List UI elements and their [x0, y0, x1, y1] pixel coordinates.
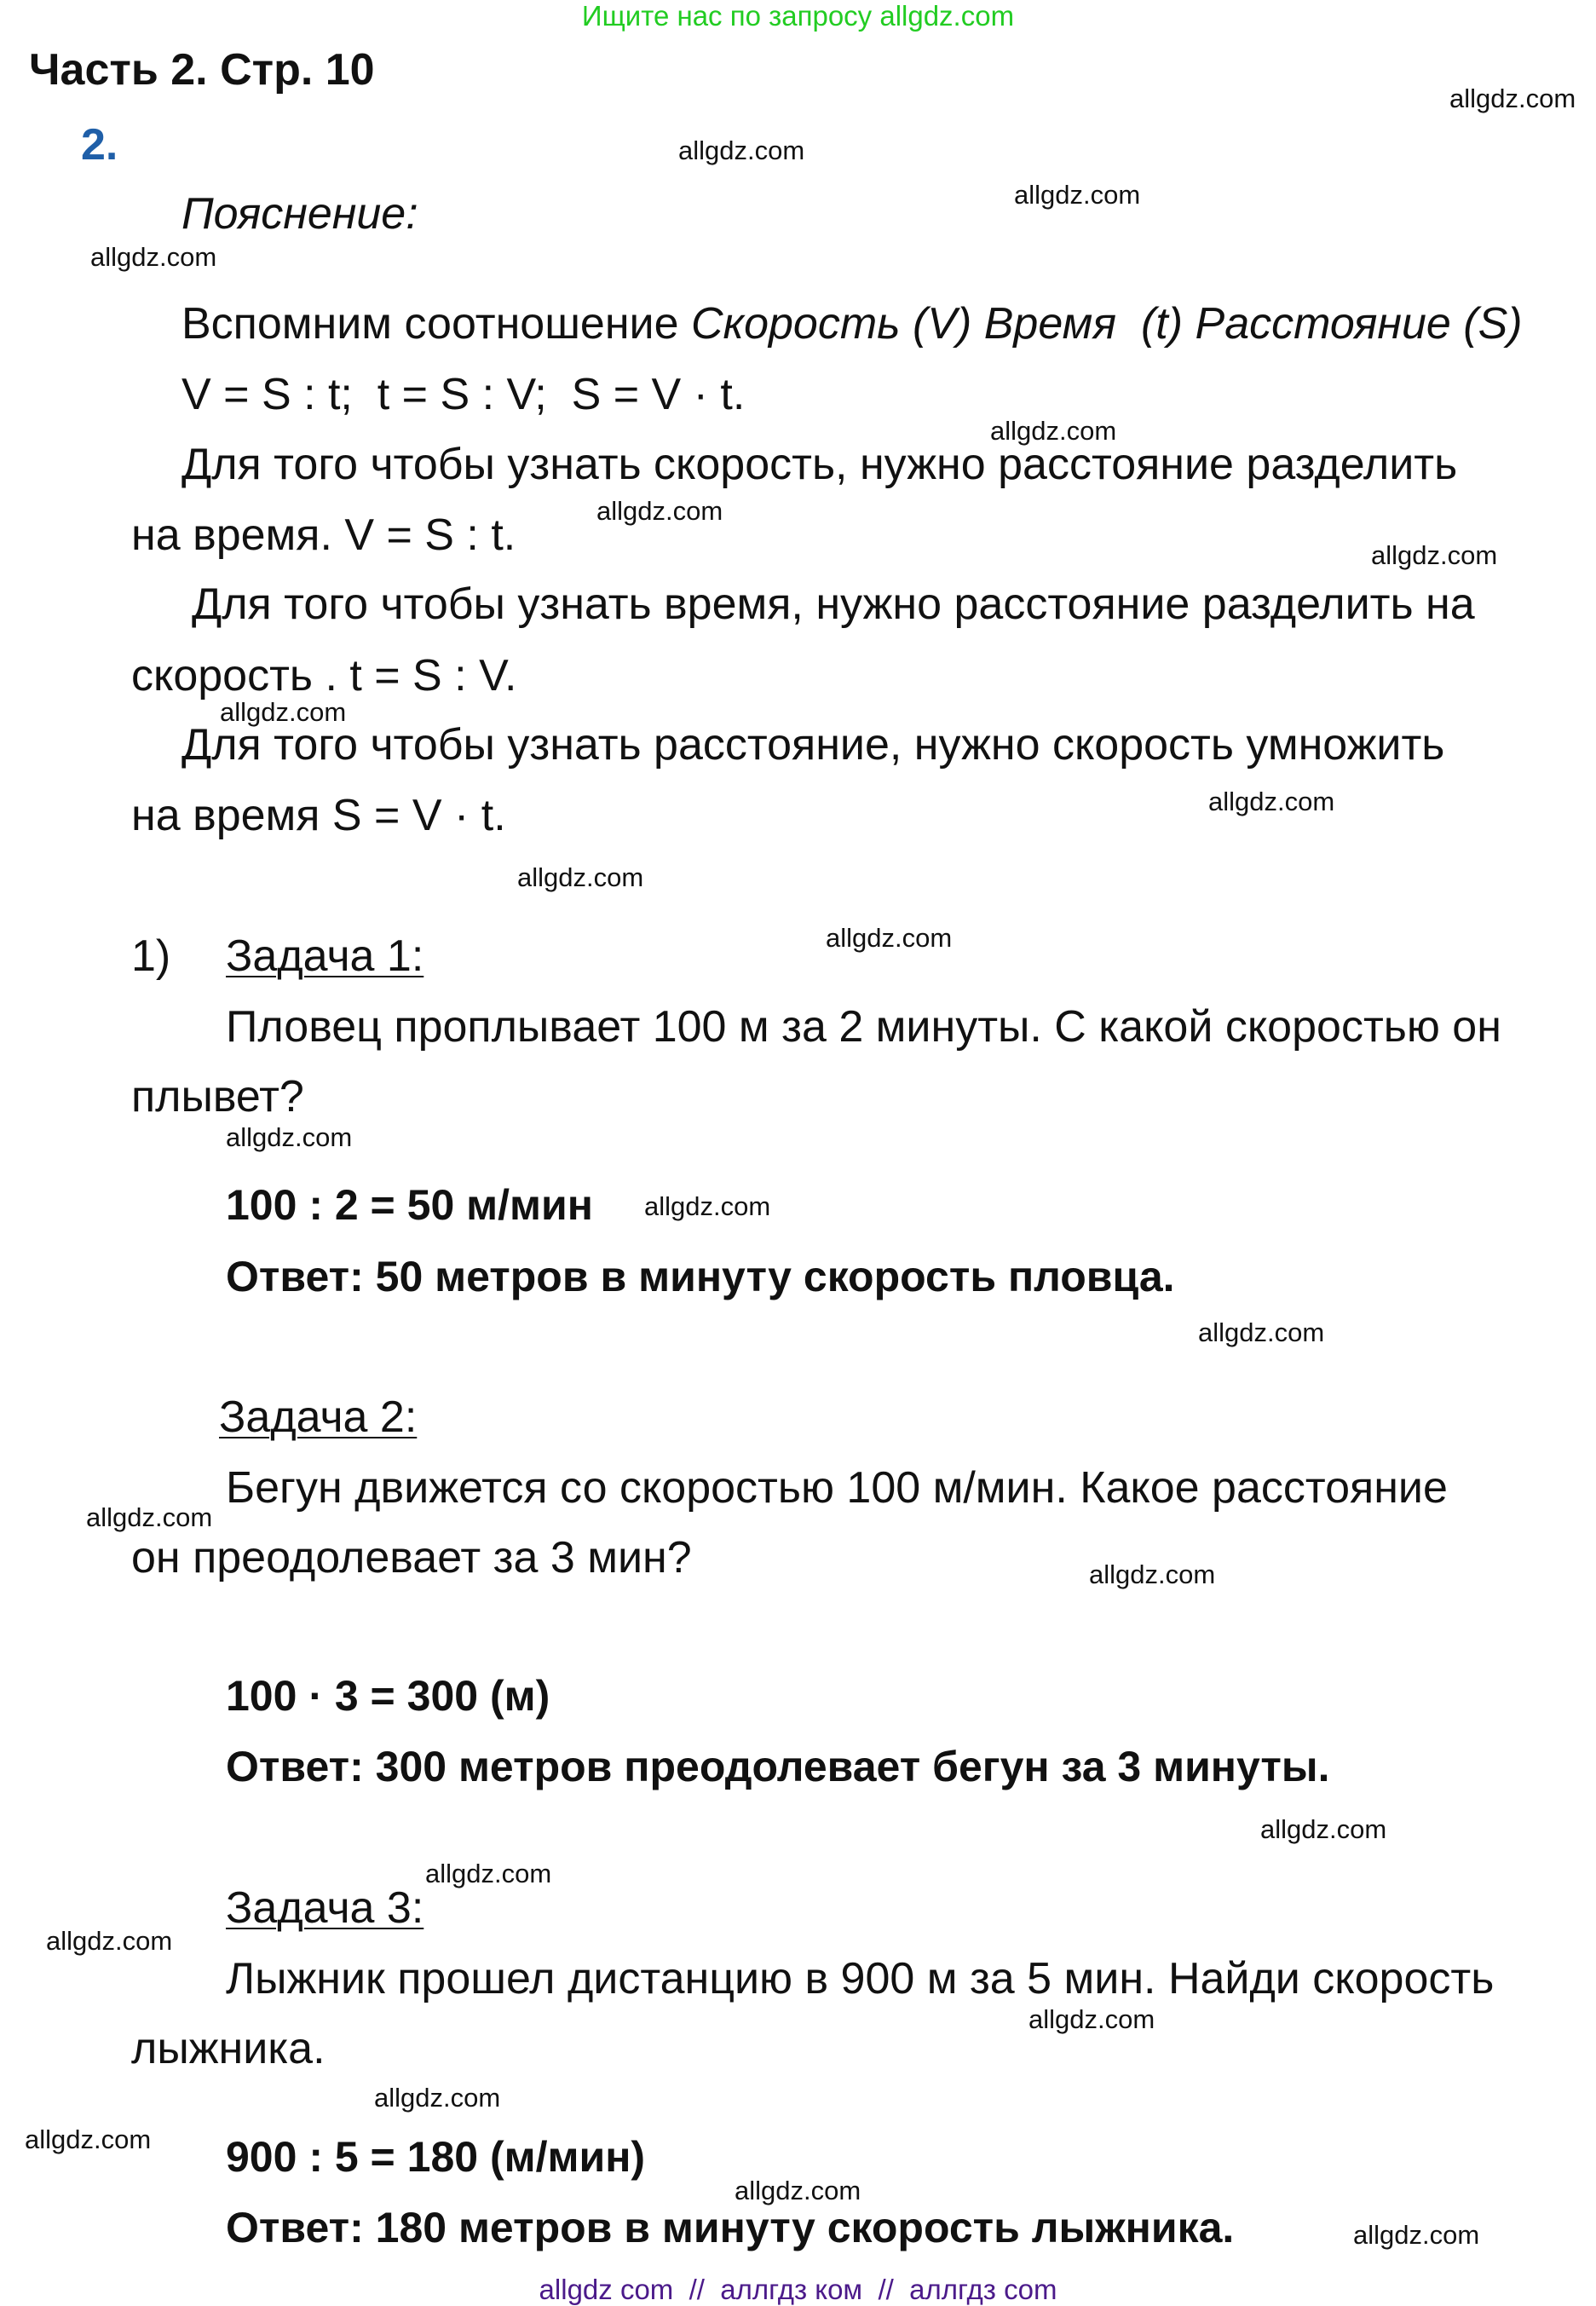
watermark: allgdz.com	[25, 2124, 152, 2154]
watermark: allgdz.com	[374, 2083, 501, 2113]
speed-rule-line2: на время. V = S : t.	[131, 510, 516, 560]
part-label: 1)	[131, 931, 171, 981]
watermark: allgdz.com	[1371, 540, 1498, 570]
watermark: allgdz.com	[826, 923, 953, 953]
watermark: allgdz.com	[678, 135, 805, 165]
task3-title: Задача 3:	[226, 1883, 424, 1933]
task3-solution: 900 : 5 = 180 (м/мин)	[226, 2133, 646, 2181]
task1-text-line1: Пловец проплывает 100 м за 2 минуты. С какой скоростью он	[226, 1002, 1501, 1052]
task3-text-line2: лыжника.	[131, 2024, 326, 2073]
explanation-intro	[181, 297, 1523, 350]
explanation-heading: Пояснение:	[181, 189, 418, 239]
task2-title: Задача 2:	[219, 1392, 418, 1442]
task2-answer: Ответ: 300 метров преодолевает бегун за 3 минуты.	[226, 1743, 1330, 1790]
watermark: allgdz.com	[1260, 1814, 1387, 1844]
page-title: Часть 2. Стр. 10	[29, 45, 375, 95]
watermark: allgdz.com	[1353, 2220, 1480, 2250]
distance-rule-line2: на время S = V · t.	[131, 791, 506, 840]
task1-solution: 100 : 2 = 50 м/мин	[226, 1181, 593, 1229]
watermark: allgdz.com	[86, 1502, 213, 1532]
watermark: allgdz.com	[1014, 180, 1141, 210]
intro-plain: Вспомним соотношение	[181, 299, 691, 349]
formulas: V = S : t; t = S : V; S = V · t.	[181, 370, 746, 419]
watermark: allgdz.com	[1208, 787, 1335, 816]
task1-text-line2: плывет?	[131, 1072, 304, 1121]
task1-title: Задача 1:	[226, 931, 424, 981]
watermark: allgdz.com	[644, 1191, 771, 1221]
intro-italic: Скорость (V) Время (t) Расстояние (S)	[690, 299, 1523, 349]
header-banner: Ищите нас по запросу allgdz.com	[581, 0, 1015, 32]
watermark: allgdz.com	[1449, 84, 1576, 113]
watermark: allgdz.com	[425, 1859, 552, 1888]
watermark: allgdz.com	[596, 496, 723, 526]
task2-text-line1: Бегун движется со скоростью 100 м/мин. Какое расстояние	[226, 1463, 1448, 1513]
watermark: allgdz.com	[1028, 2004, 1155, 2034]
watermark: allgdz.com	[220, 697, 347, 727]
speed-rule-line1: Для того чтобы узнать скорость, нужно расстояние разделить	[181, 440, 1458, 489]
watermark: allgdz.com	[1089, 1559, 1216, 1589]
watermark: allgdz.com	[1198, 1317, 1325, 1347]
time-rule-line2: скорость . t = S : V.	[131, 651, 517, 700]
task2-text-line2: он преодолевает за 3 мин?	[131, 1533, 692, 1582]
watermark: allgdz.com	[517, 862, 644, 892]
exercise-number: 2.	[81, 120, 118, 170]
distance-rule-line1: Для того чтобы узнать расстояние, нужно скорость умножить	[181, 720, 1445, 770]
watermark: allgdz.com	[990, 416, 1117, 446]
task2-solution: 100 · 3 = 300 (м)	[226, 1672, 550, 1720]
watermark: allgdz.com	[226, 1122, 353, 1152]
watermark: allgdz.com	[90, 242, 217, 272]
task3-text-line1: Лыжник прошел дистанцию в 900 м за 5 мин. Найди скорость	[226, 1954, 1495, 2003]
watermark: allgdz.com	[46, 1926, 173, 1956]
task1-answer: Ответ: 50 метров в минуту скорость пловца.	[226, 1253, 1175, 1300]
footer-banner: allgdz com // аллгдз ком // аллгдз com	[539, 2274, 1057, 2305]
watermark: allgdz.com	[735, 2176, 861, 2205]
task3-answer: Ответ: 180 метров в минуту скорость лыжника.	[226, 2204, 1235, 2251]
time-rule-line1: Для того чтобы узнать время, нужно расстояние разделить на	[192, 579, 1475, 629]
